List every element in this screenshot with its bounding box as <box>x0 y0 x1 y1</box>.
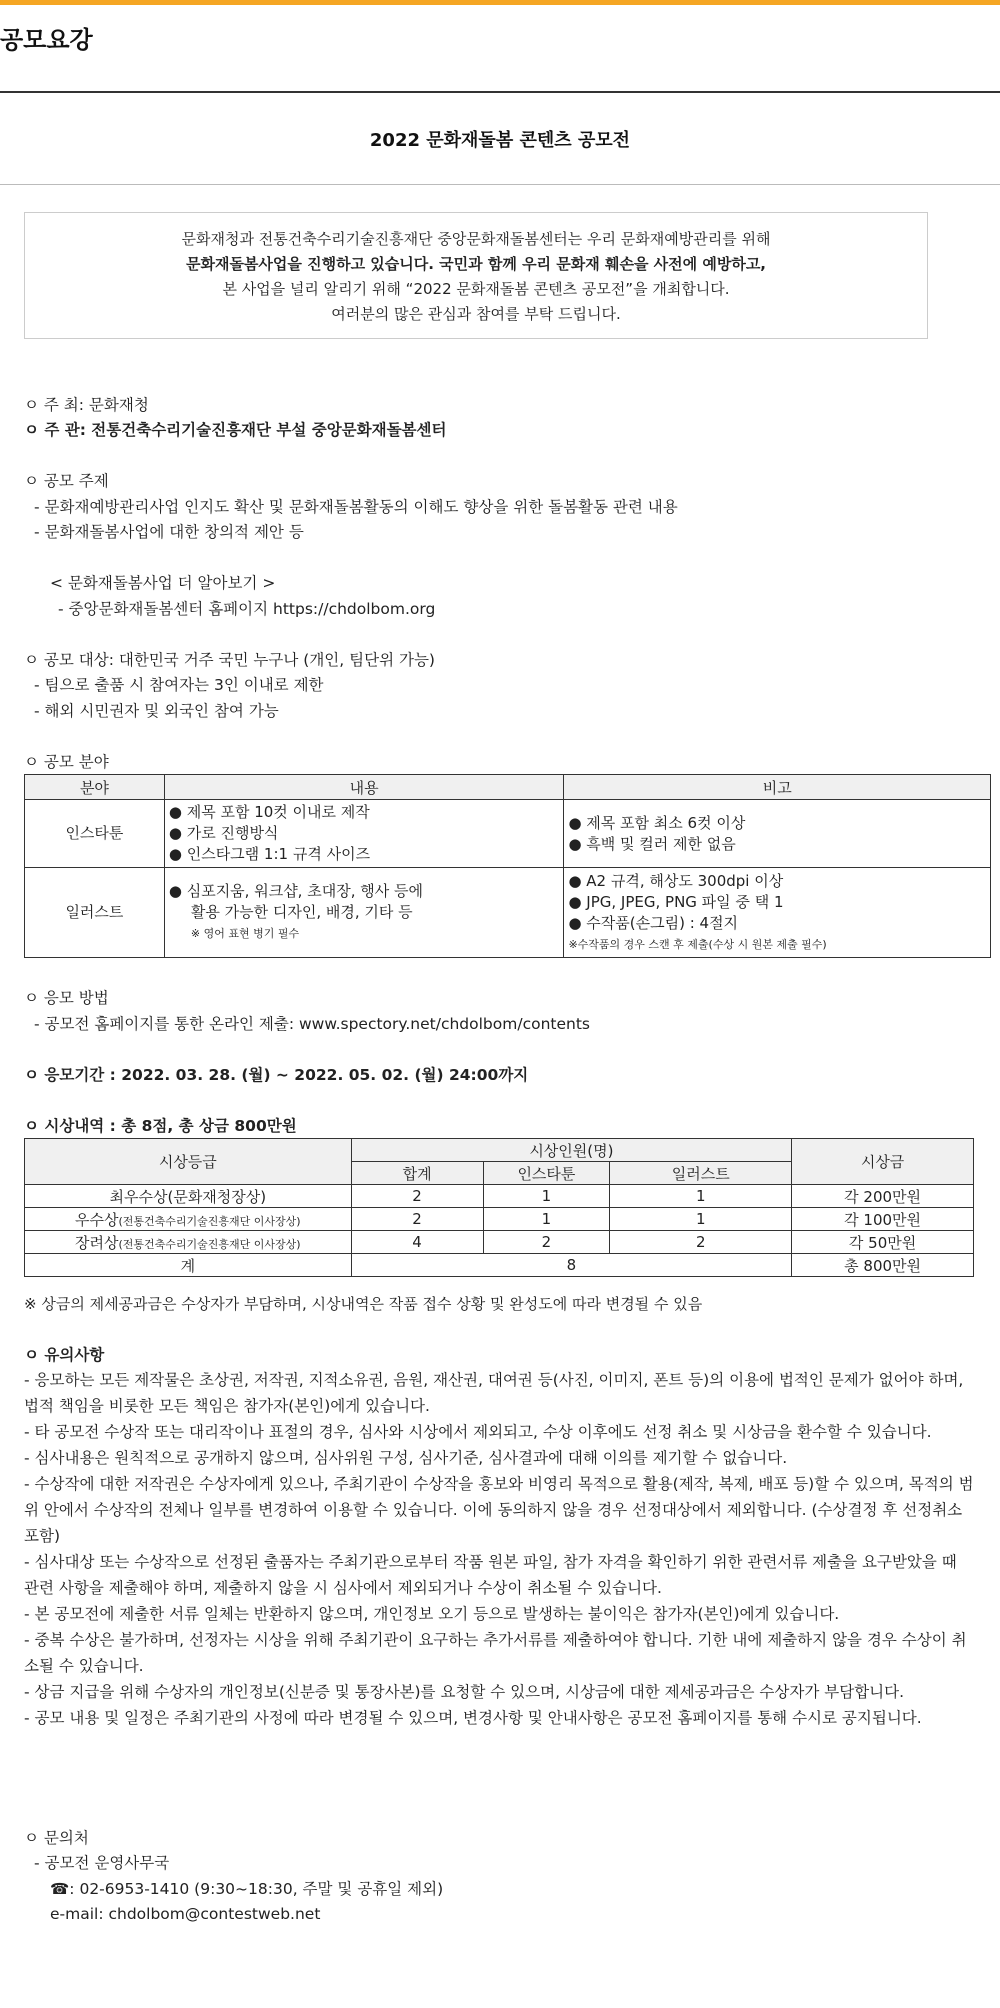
prize-subheader: 일러스트 <box>610 1162 792 1185</box>
field-note <box>564 868 991 958</box>
intro-line: 문화재돌봄사업을 진행하고 있습니다. 국민과 함께 우리 문화재 훼손을 사전에 예방하고, <box>185 255 767 273</box>
prize-total: 2 <box>351 1185 483 1208</box>
note-item: ● 제목 포함 최소 6컷 이상 <box>568 813 746 832</box>
intro-line: 여러분의 많은 관심과 참여를 부탁 드립니다. <box>331 305 621 323</box>
content-item: 활용 가능한 디자인, 배경, 기타 등 <box>190 903 413 921</box>
prize-insta: 1 <box>483 1208 610 1231</box>
prize-note: ※ 상금의 제세공과금은 수상자가 부담하며, 시상내역은 작품 접수 상황 및 완성도에 따라 변경될 수 있음 <box>24 1295 703 1313</box>
title-divider <box>0 91 1000 93</box>
content-note: ※ 영어 표현 병기 필수 <box>190 927 300 940</box>
section-divider <box>0 184 1000 185</box>
notice-item: - 타 공모전 수상작 또는 대리작이나 표절의 경우, 심사와 시상에서 제외되고, 수상 이후에도 선정 취소 및 시상금을 환수할 수 있습니다. <box>24 1423 932 1441</box>
field-name: 인스타툰 <box>25 800 165 868</box>
prize-sum-count: 8 <box>351 1254 792 1277</box>
field-content <box>164 800 564 868</box>
table-row <box>25 1254 974 1277</box>
top-accent-bar <box>0 0 1000 5</box>
contact-phone: ☎: 02-6953-1410 (9:30~18:30, 주말 및 공휴일 제외) <box>50 1880 444 1898</box>
eligibility-item: - 팀으로 출품 시 참여자는 3인 이내로 제한 <box>34 676 324 694</box>
prize-illust: 1 <box>610 1208 792 1231</box>
prize-header: 시상금 <box>792 1139 974 1185</box>
organizer-line: ㅇ 주 관: 전통건축수리기술진흥재단 부설 중앙문화재돌봄센터 <box>24 421 447 439</box>
prize-subheader: 인스타툰 <box>483 1162 610 1185</box>
fields-header: 분야 <box>25 775 165 800</box>
prize-grade: 우수상(전통건축수리기술진흥재단 이사장상) <box>25 1208 352 1231</box>
note-item: ● 수작품(손그림) : 4절지 <box>568 913 739 932</box>
prize-subheader: 합계 <box>351 1162 483 1185</box>
apply-period: ㅇ 응모기간 : 2022. 03. 28. (월) ~ 2022. 05. 02. (월) 24:00까지 <box>24 1066 529 1084</box>
notice-heading: ㅇ 유의사항 <box>24 1346 105 1364</box>
prize-grade: 장려상(전통건축수리기술진흥재단 이사장상) <box>25 1231 352 1254</box>
note-item: ● 흑백 및 컬러 제한 없음 <box>568 834 736 853</box>
note-item: ※수작품의 경우 스캔 후 제출(수상 시 원본 제출 필수) <box>568 937 827 951</box>
content-item: ● 인스타그램 1:1 규격 사이즈 <box>168 845 371 863</box>
fields-header: 내용 <box>164 775 564 800</box>
intro-line: 본 사업을 널리 알리기 위해 “2022 문화재돌봄 콘텐츠 공모전”을 개최합니다. <box>222 280 730 298</box>
field-name: 일러스트 <box>25 868 165 958</box>
prize-total: 2 <box>351 1208 483 1231</box>
apply-item: - 공모전 홈페이지를 통한 온라인 제출: www.spectory.net/chdolbom/contents <box>34 1015 590 1033</box>
intro-box <box>24 212 928 339</box>
fields-table <box>24 774 991 958</box>
eligibility-item: - 해외 시민권자 및 외국인 참여 가능 <box>34 702 279 720</box>
host-line: ㅇ 주 최: 문화재청 <box>24 396 149 414</box>
theme-heading: ㅇ 공모 주제 <box>24 472 109 490</box>
notice-item: - 본 공모전에 제출한 서류 일체는 반환하지 않으며, 개인정보 오기 등으로 발생하는 불이익은 참가자(본인)에게 있습니다. <box>24 1605 840 1623</box>
theme-item: - 문화재돌봄사업에 대한 창의적 제안 등 <box>34 523 304 541</box>
prize-insta: 1 <box>483 1185 610 1208</box>
table-row <box>25 1231 974 1254</box>
prize-illust: 1 <box>610 1185 792 1208</box>
apply-heading: ㅇ 응모 방법 <box>24 989 109 1007</box>
fields-heading: ㅇ 공모 분야 <box>24 753 109 771</box>
table-row <box>25 1208 974 1231</box>
notice-item: - 중복 수상은 불가하며, 선정자는 시상을 위해 주최기관이 요구하는 추가서류를 제출하여야 합니다. 기한 내에 제출하지 않을 경우 수상이 취소될 수 있습니다. <box>24 1631 967 1675</box>
field-note <box>564 800 991 868</box>
contact-office: - 공모전 운영사무국 <box>34 1854 170 1872</box>
note-item: ● JPG, JPEG, PNG 파일 중 택 1 <box>568 892 784 911</box>
content-item: ● 심포지움, 워크샵, 초대장, 행사 등에 <box>168 882 423 900</box>
more-info-heading: < 문화재돌봄사업 더 알아보기 > <box>50 574 276 592</box>
notice-item: - 수상작에 대한 저작권은 수상자에게 있으나, 주최기관이 수상작을 홍보와 비영리 목적으로 활용(제작, 복제, 배포 등)할 수 있으며, 목적의 범위 안에서 수상작의 전체나 일부를 변경하여 이용할 수 있습니다. 이에 동의하지 않을 경우 선정대상에서 제외합니다. (수상결정 후 선정취소 포함) <box>24 1475 974 1545</box>
prize-header: 시상인원(명) <box>351 1139 792 1162</box>
prize-money: 각 100만원 <box>792 1208 974 1231</box>
notice-item: - 심사내용은 원칙적으로 공개하지 않으며, 심사위원 구성, 심사기준, 심사결과에 대해 이의를 제기할 수 없습니다. <box>24 1449 788 1467</box>
table-row <box>25 1185 974 1208</box>
notice-item: - 심사대상 또는 수상작으로 선정된 출품자는 주최기관으로부터 작품 원본 파일, 참가 자격을 확인하기 위한 관련서류 제출을 요구받았을 때 관련 사항을 제출해야 하며, 제출하지 않을 시 심사에서 제외되거나 수상이 취소될 수 있습니다. <box>24 1553 957 1597</box>
prize-sum-money: 총 800만원 <box>792 1254 974 1277</box>
prize-table <box>24 1138 974 1277</box>
prize-illust: 2 <box>610 1231 792 1254</box>
prize-money: 각 200만원 <box>792 1185 974 1208</box>
contest-title: 2022 문화재돌봄 콘텐츠 공모전 <box>369 130 631 151</box>
notice-item: - 상금 지급을 위해 수상자의 개인정보(신분증 및 통장사본)를 요청할 수 있으며, 시상금에 대한 제세공과금은 수상자가 부담합니다. <box>24 1683 905 1701</box>
prize-money: 각 50만원 <box>792 1231 974 1254</box>
intro-line: 문화재청과 전통건축수리기술진흥재단 중앙문화재돌봄센터는 우리 문화재예방관리를 위해 <box>181 230 771 248</box>
fields-header: 비고 <box>564 775 991 800</box>
content-item: ● 제목 포함 10컷 이내로 제작 <box>168 803 370 821</box>
notice-item: - 응모하는 모든 제작물은 초상권, 저작권, 지적소유권, 음원, 재산권, 대여권 등(사진, 이미지, 폰트 등)의 이용에 법적인 문제가 없어야 하며, 법적 책임을 비롯한 모든 책임은 참가자(본인)에게 있습니다. <box>24 1371 964 1415</box>
page-title: 공모요강 <box>0 26 93 54</box>
prize-sum-label: 계 <box>25 1254 352 1277</box>
homepage-link[interactable]: - 중앙문화재돌봄센터 홈페이지 https://chdolbom.org <box>58 600 436 618</box>
contact-email[interactable]: e-mail: chdolbom@contestweb.net <box>50 1905 321 1923</box>
content-item: ● 가로 진행방식 <box>168 824 279 842</box>
prize-total: 4 <box>351 1231 483 1254</box>
contact-heading: ㅇ 문의처 <box>24 1829 89 1847</box>
theme-item: - 문화재예방관리사업 인지도 확산 및 문화재돌봄활동의 이해도 향상을 위한 돌봄활동 관련 내용 <box>34 498 678 516</box>
note-item: ● A2 규격, 해상도 300dpi 이상 <box>568 871 784 890</box>
field-content <box>164 868 564 958</box>
prize-insta: 2 <box>483 1231 610 1254</box>
eligibility-heading: ㅇ 공모 대상: 대한민국 거주 국민 누구나 (개인, 팀단위 가능) <box>24 651 435 669</box>
prize-grade: 최우수상(문화재청장상) <box>25 1185 352 1208</box>
prize-heading: ㅇ 시상내역 : 총 8점, 총 상금 800만원 <box>24 1117 297 1135</box>
prize-header: 시상등급 <box>25 1139 352 1185</box>
notice-list <box>24 1367 976 1731</box>
notice-item: - 공모 내용 및 일정은 주최기관의 사정에 따라 변경될 수 있으며, 변경사항 및 안내사항은 공모전 홈페이지를 통해 수시로 공지됩니다. <box>24 1709 922 1727</box>
